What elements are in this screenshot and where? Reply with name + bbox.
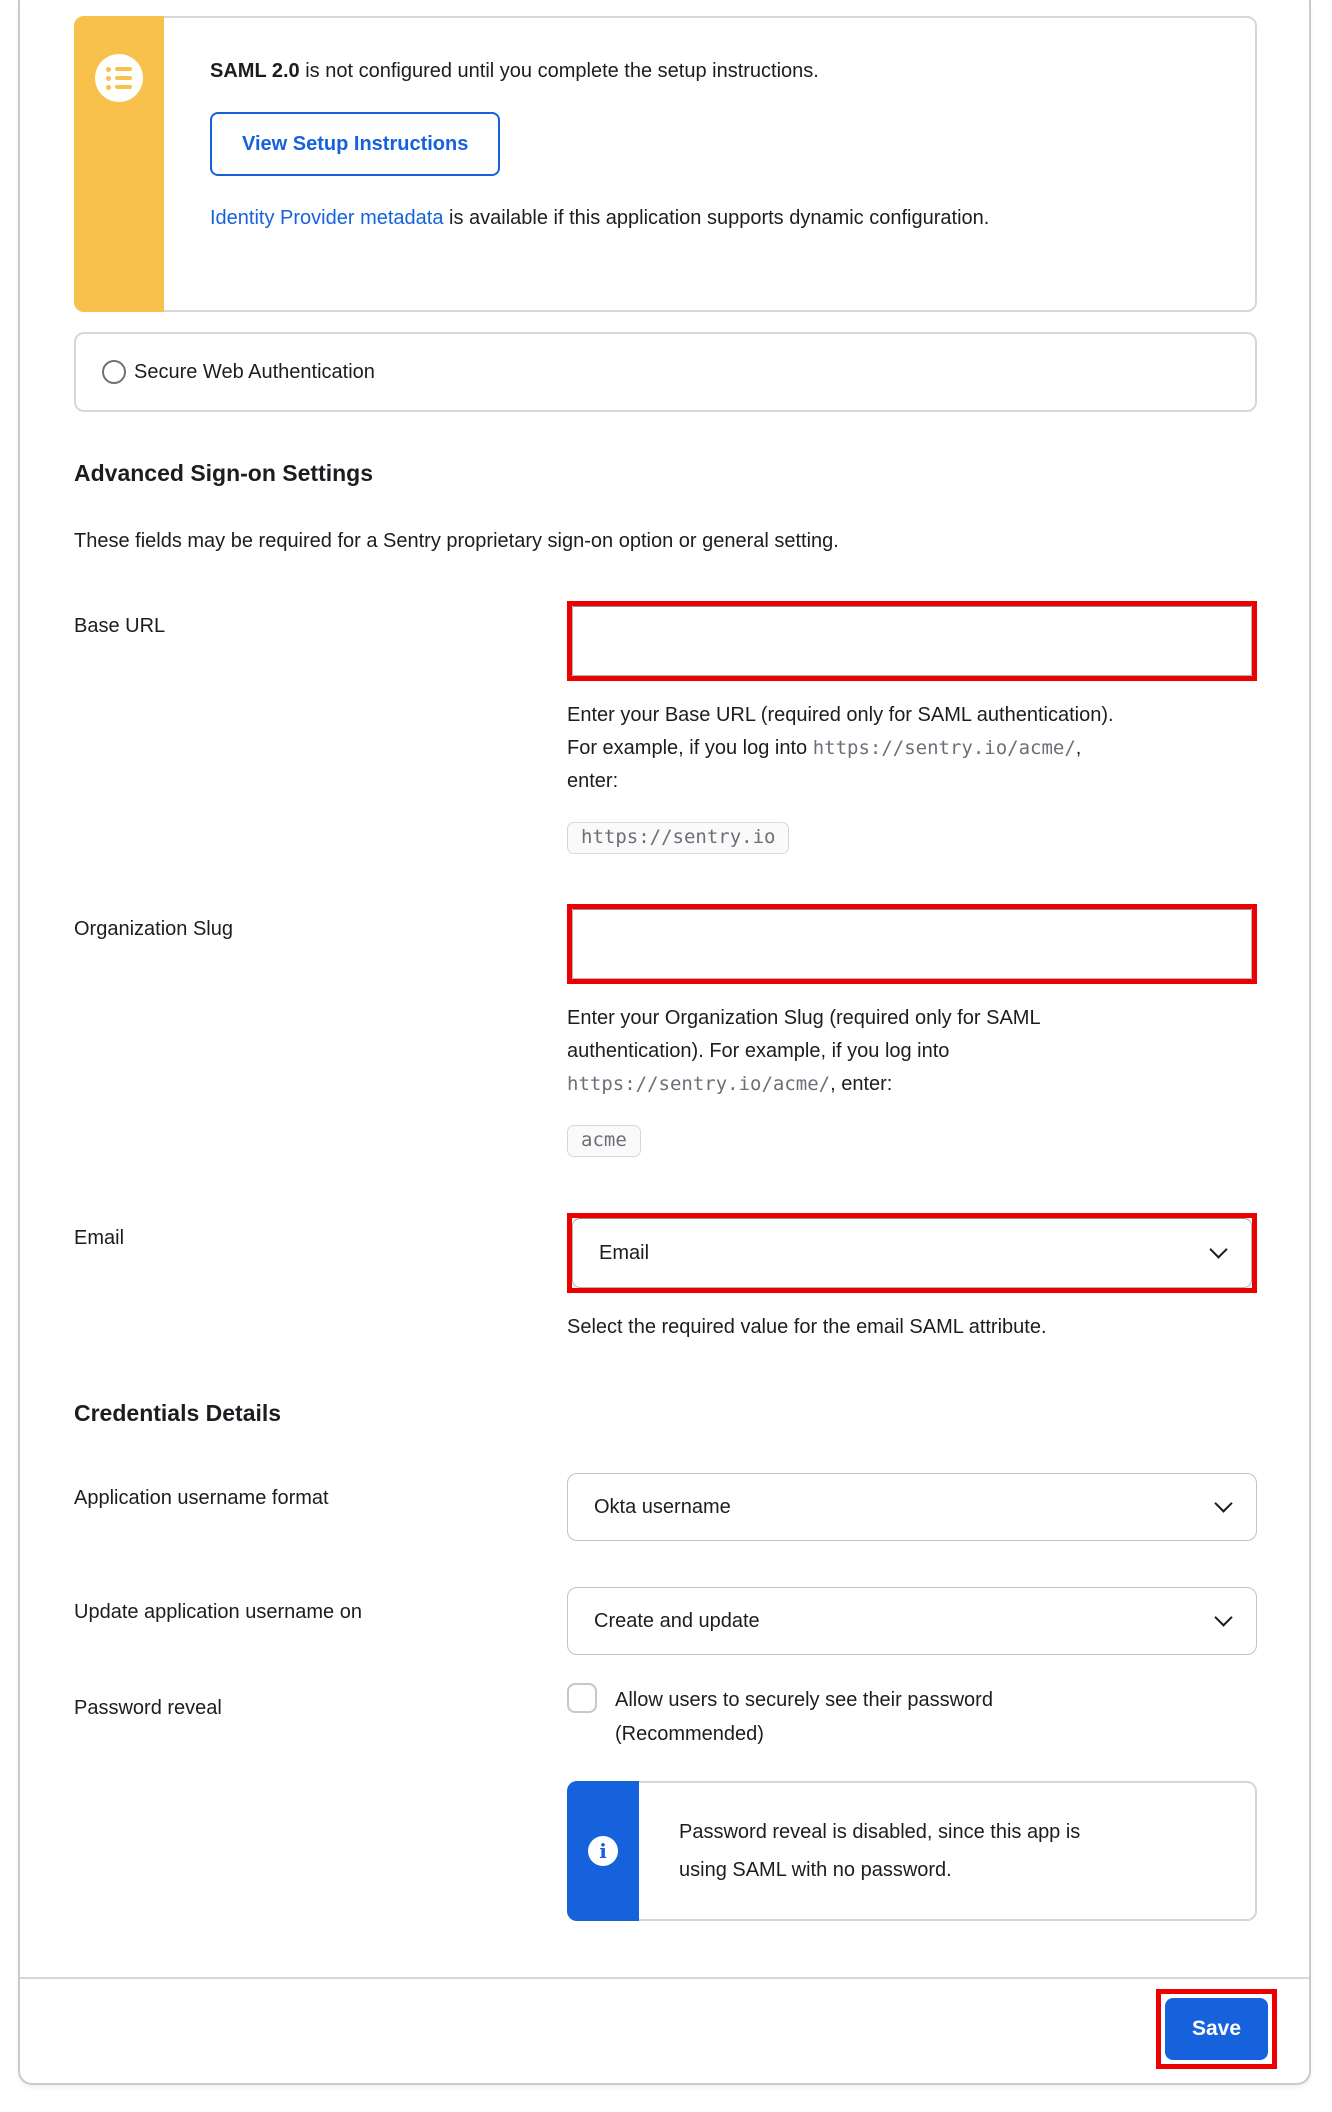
chevron-down-icon [1209, 1240, 1227, 1258]
info-icon: i [588, 1836, 618, 1866]
view-setup-instructions-button[interactable]: View Setup Instructions [210, 112, 500, 176]
update-username-row [74, 1587, 1257, 1655]
email-select[interactable] [572, 1218, 1252, 1288]
swa-option-box[interactable] [74, 332, 1257, 412]
password-reveal-checkbox-label: Allow users to securely see their password (Recommended) [615, 1689, 993, 1745]
password-reveal-checkbox[interactable] [567, 1683, 597, 1713]
base-url-row [74, 601, 1257, 854]
password-reveal-label: Password reveal [74, 1697, 222, 1719]
email-select-value: Email [599, 1241, 650, 1264]
advanced-signon-description: These fields may be required for a Sentry proprietary sign-on option or general setting. [74, 530, 839, 552]
identity-provider-metadata-link[interactable]: Identity Provider metadata [210, 207, 444, 229]
info-strip [567, 1781, 639, 1921]
password-reveal-info-text: Password reveal is disabled, since this app is using SAML with no password. [679, 1821, 1081, 1881]
org-slug-label: Organization Slug [74, 918, 233, 940]
save-button-highlight [1156, 1989, 1277, 2069]
sign-on-card [18, 0, 1311, 2085]
org-slug-row [74, 904, 1257, 1157]
save-button[interactable]: Save [1165, 1998, 1268, 2060]
username-format-select[interactable] [567, 1473, 1257, 1541]
base-url-help: Enter your Base URL (required only for SAML authentication). For example, if you log into https://sentry.io/acme/, enter: [567, 704, 1114, 792]
org-slug-highlight [567, 904, 1257, 984]
swa-radio[interactable] [102, 360, 126, 384]
base-url-example-chip: https://sentry.io [567, 822, 789, 854]
form-footer [20, 1977, 1309, 2083]
saml-warning-text: SAML 2.0 is not configured until you complete the setup instructions. [210, 60, 819, 82]
org-slug-help: Enter your Organization Slug (required only for SAML authentication). For example, if you log into https://sentry.io/acme/, enter: [567, 1007, 1040, 1095]
chevron-down-icon [1214, 1608, 1232, 1626]
base-url-highlight [567, 601, 1257, 681]
email-row [74, 1213, 1257, 1344]
base-url-input[interactable] [572, 606, 1252, 676]
update-username-select[interactable] [567, 1587, 1257, 1655]
sign-on-card-body [20, 0, 1309, 1977]
warning-strip [74, 16, 164, 312]
org-slug-input[interactable] [572, 909, 1252, 979]
advanced-signon-heading: Advanced Sign-on Settings [74, 460, 374, 486]
chevron-down-icon [1214, 1494, 1232, 1512]
username-format-value: Okta username [594, 1495, 731, 1518]
email-label: Email [74, 1227, 125, 1249]
bullet-list-icon [95, 54, 143, 102]
credentials-heading: Credentials Details [74, 1400, 282, 1426]
org-slug-example-chip: acme [567, 1125, 641, 1157]
username-format-row [74, 1473, 1257, 1541]
update-username-value: Create and update [594, 1609, 760, 1632]
base-url-label: Base URL [74, 615, 166, 637]
update-username-label: Update application username on [74, 1601, 362, 1623]
password-reveal-info-callout [567, 1781, 1257, 1921]
email-highlight [567, 1213, 1257, 1293]
swa-radio-label: Secure Web Authentication [134, 360, 375, 383]
username-format-label: Application username format [74, 1487, 329, 1509]
email-help: Select the required value for the email SAML attribute. [567, 1316, 1047, 1338]
saml-warning-callout [74, 16, 1257, 312]
idp-metadata-text: Identity Provider metadata is available if this application supports dynamic configuration. [210, 207, 990, 229]
password-reveal-row [74, 1683, 1257, 1921]
